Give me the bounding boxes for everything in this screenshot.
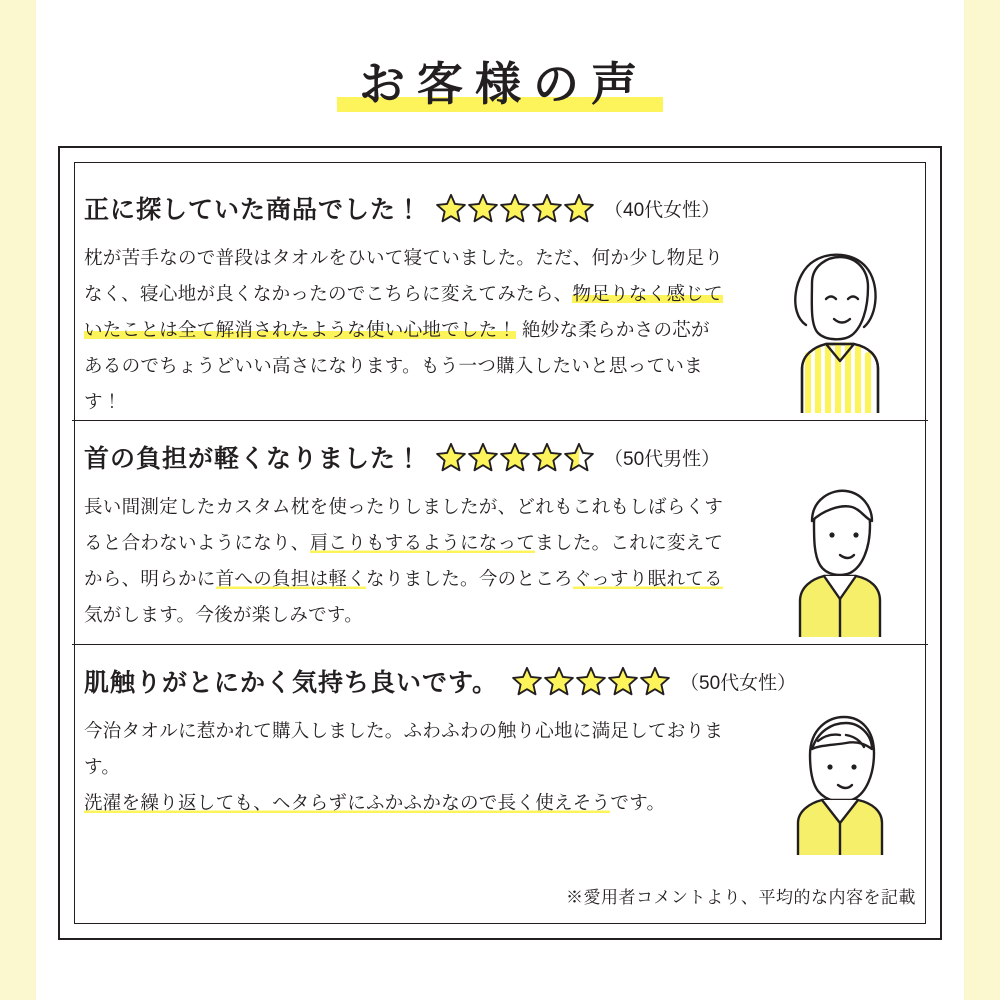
- review-item: [72, 172, 928, 420]
- page-title: [337, 44, 663, 116]
- woman-bob-hair-illustration: [768, 705, 898, 860]
- star-icon: [436, 442, 466, 472]
- star-icon: [468, 193, 498, 223]
- review-text-run: ました。これに変えてから、明らかに: [84, 532, 724, 590]
- review-text-run: です。: [610, 792, 666, 814]
- rating-stars: [436, 442, 594, 472]
- review-body: [78, 240, 724, 420]
- rating-stars: [512, 666, 670, 696]
- page-title-text: お客様の声: [359, 58, 649, 110]
- rating-stars: [436, 193, 594, 223]
- review-text-run: 枕が苦手なので普段はタオルをひいて寝ていました。ただ、何か少し物足りなく、寝心地が良くなかったのでこちらに変えてみたら、: [84, 247, 724, 305]
- review-text-run: ぐっすり眠れてる: [572, 568, 723, 590]
- star-icon: [500, 193, 530, 223]
- review-title: 正に探していた商品でした！: [84, 196, 423, 224]
- review-body: [78, 489, 724, 633]
- half-star-icon: [564, 442, 594, 472]
- reviewer-demographic: （40代女性）: [604, 199, 721, 221]
- review-text-run: なりました。今のところ: [366, 568, 573, 590]
- review-text-run: 物足りなく感じていたことは全て解消されたような使い心地でした！: [84, 283, 723, 341]
- review-header: [78, 663, 922, 699]
- star-icon: [608, 666, 638, 696]
- page-title-wrapper: [0, 44, 1000, 118]
- review-list: [72, 172, 928, 914]
- star-icon: [640, 666, 670, 696]
- review-body: [78, 713, 724, 821]
- star-icon: [512, 666, 542, 696]
- review-item: [72, 644, 928, 866]
- review-header: [78, 439, 922, 475]
- star-icon: [532, 193, 562, 223]
- star-icon: [564, 193, 594, 223]
- star-icon: [436, 193, 466, 223]
- star-icon: [532, 442, 562, 472]
- star-icon: [544, 666, 574, 696]
- review-text-run: 首への負担は軽く: [215, 568, 367, 590]
- review-text-run: 気がします。今後が楽しみです。: [84, 604, 364, 626]
- review-text-run: 長い間測定したカスタム枕を使ったりしましたが、どれもこれもしばらくすると合わないようになり、: [84, 496, 724, 554]
- review-header: [78, 190, 922, 226]
- star-icon: [576, 666, 606, 696]
- review-text-run: 肩こりもするようになって: [309, 532, 536, 554]
- woman-long-hair-illustration: [768, 243, 898, 418]
- review-item: [72, 420, 928, 644]
- review-title: 首の負担が軽くなりました！: [84, 445, 423, 473]
- star-icon: [468, 442, 498, 472]
- review-title: 肌触りがとにかく気持ち良いです。: [84, 669, 499, 697]
- reviewer-demographic: （50代男性）: [604, 448, 721, 470]
- review-text-run: 絶妙な柔らかさの芯があるのでちょうどいい高さになります。もう一つ購入したいと思っています！: [84, 319, 710, 413]
- footnote: ※愛用者コメントより、平均的な内容を記載: [566, 888, 916, 907]
- review-text-run: 洗濯を繰り返しても、ヘタらずにふかふかなので長く使えそう: [84, 792, 611, 814]
- reviewer-demographic: （50代女性）: [680, 672, 797, 694]
- review-text-run: 今治タオルに惹かれて購入しました。ふわふわの触り心地に満足しております。: [84, 720, 724, 778]
- star-icon: [500, 442, 530, 472]
- man-short-hair-illustration: [768, 477, 898, 642]
